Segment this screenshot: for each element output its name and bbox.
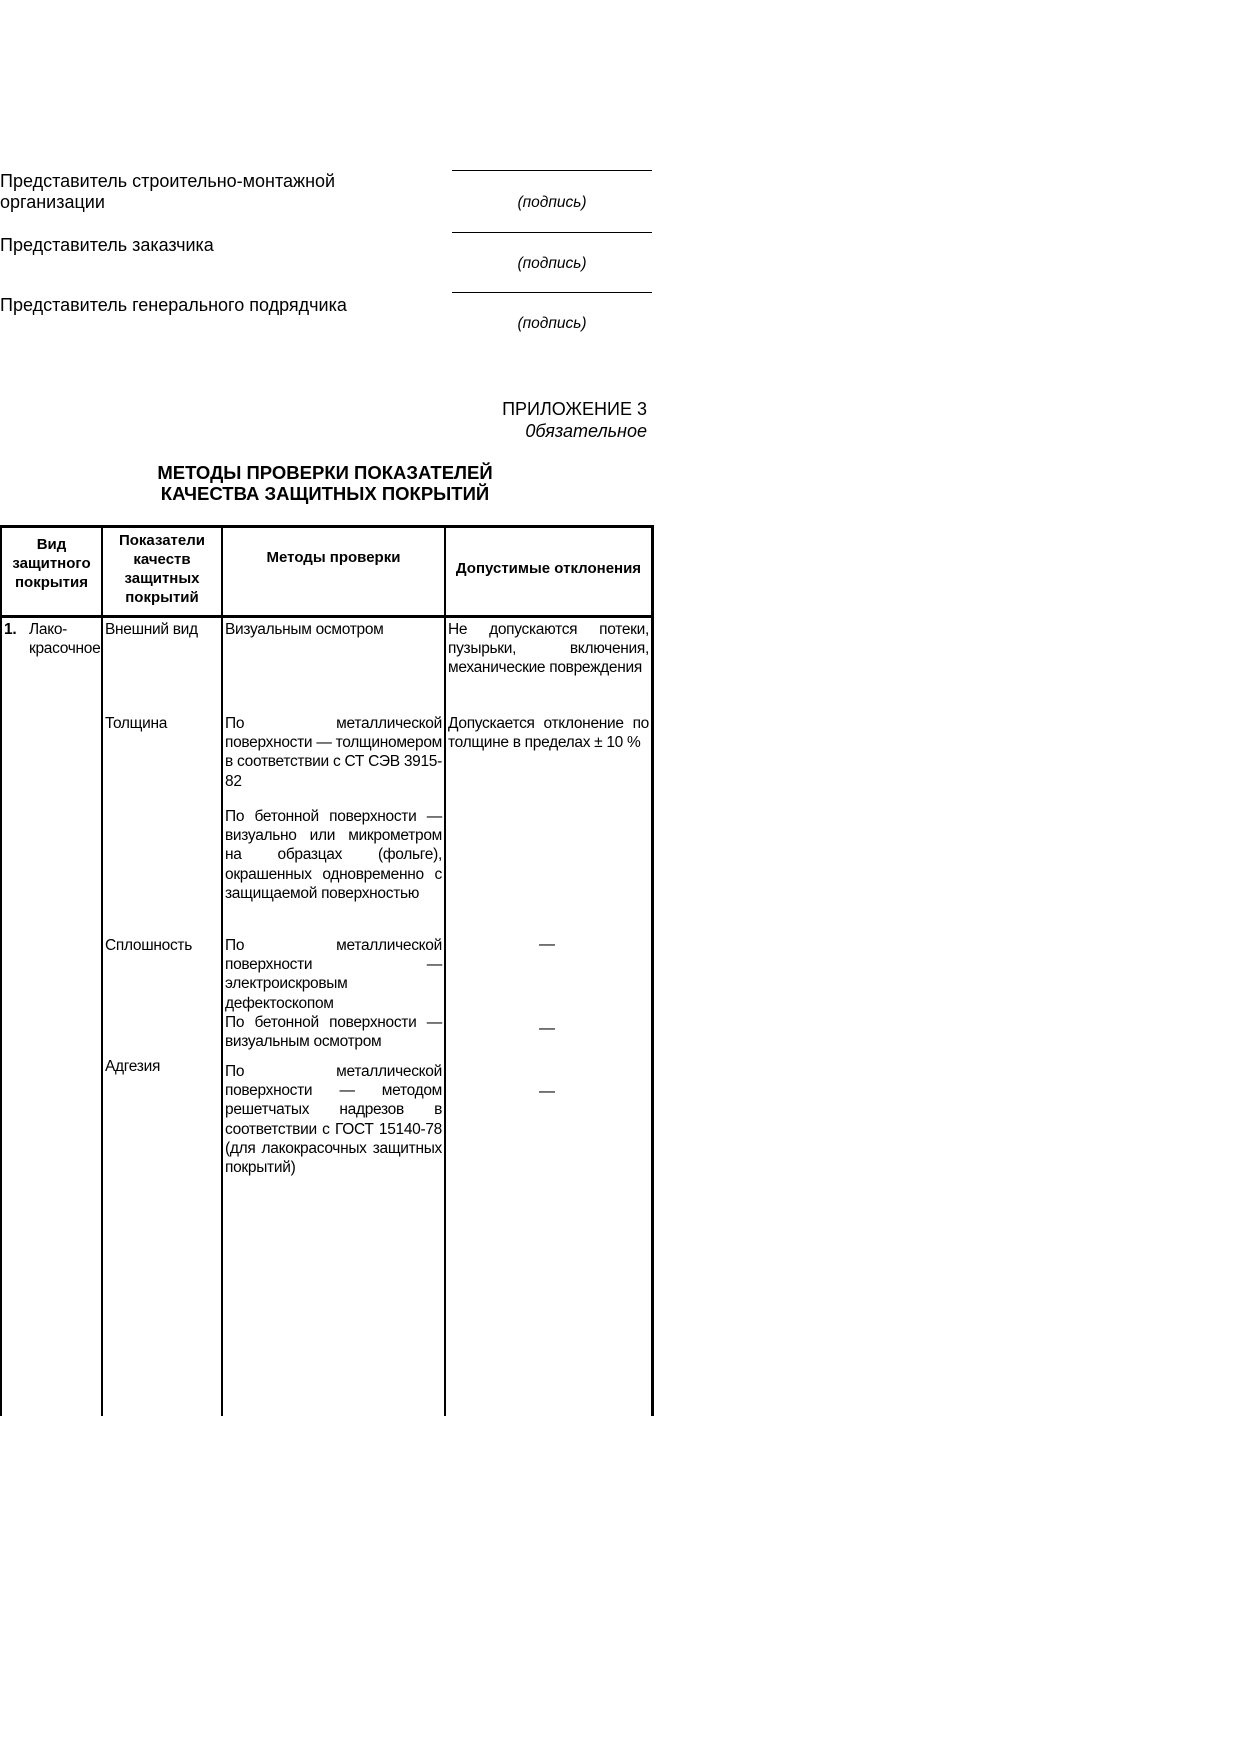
table-column-divider xyxy=(444,525,446,1416)
coating-type: Лако-красочное xyxy=(29,621,101,658)
indicator-appearance: Внешний вид xyxy=(105,621,198,638)
signature-caption-customer: (подпись) xyxy=(517,255,587,272)
header-allowed-deviations: Допустимые отклонения xyxy=(455,559,642,577)
appendix-title: ПРИЛОЖЕНИЕ 3 xyxy=(502,399,647,419)
coating-type-cell xyxy=(4,620,99,658)
indicator-thickness: Толщина xyxy=(105,715,168,732)
method-continuity-metal: По металлической поверхности — электроискровым дефектоскопом xyxy=(225,937,442,1012)
signature-line-contractor xyxy=(452,170,652,171)
method-thickness-concrete: По бетонной поверхности — визуально или микрометром на образцах (фольге), окрашенных одновременно с защищаемой поверхностью xyxy=(225,808,442,902)
deviation-continuity-metal: — xyxy=(539,936,555,953)
signature-line-customer xyxy=(452,232,652,233)
coating-number: 1. xyxy=(4,621,17,638)
appendix-status: 0бязательное xyxy=(525,421,647,441)
signature-label-contractor: Представитель строительно-монтажной организации xyxy=(0,171,336,212)
method-thickness-metal: По металлической поверхности — толщиномером в соответствии с СТ СЭВ 3915-82 xyxy=(225,715,442,790)
deviation-continuity-concrete: — xyxy=(539,1020,555,1037)
signature-caption-contractor: (подпись) xyxy=(517,194,587,211)
indicator-continuity: Сплошность xyxy=(105,937,192,954)
table-column-divider xyxy=(101,525,103,1416)
header-quality-indicators: Показатели качеств защитных покрытий xyxy=(118,532,205,606)
signature-label-customer: Представитель заказчика xyxy=(0,235,214,255)
document-title: МЕТОДЫ ПРОВЕРКИ ПОКАЗАТЕЛЕЙ КАЧЕСТВА ЗАЩИТНЫХ ПОКРЫТИЙ xyxy=(157,462,493,504)
deviation-thickness: Допускается отклонение по толщине в пределах ± 10 % xyxy=(448,715,649,752)
header-coating-type: Вид защитного покрытия xyxy=(12,535,91,591)
deviation-adhesion: — xyxy=(539,1083,555,1100)
table-left-border xyxy=(0,525,2,1416)
table-right-border xyxy=(651,525,654,1416)
header-check-methods: Методы проверки xyxy=(266,548,401,566)
quality-check-table xyxy=(0,525,654,1416)
deviation-appearance: Не допускаются потеки, пузырьки, включения, механические повреждения xyxy=(448,621,649,677)
method-continuity-concrete: По бетонной поверхности — визуальным осмотром xyxy=(225,1014,442,1051)
method-adhesion: По металлической поверхности — методом решетчатых надрезов в соответствии с ГОСТ 15140-78 (для лакокрасочных защитных покрытий) xyxy=(225,1063,442,1177)
table-column-divider xyxy=(221,525,223,1416)
signature-line-general-contractor xyxy=(452,292,652,293)
table-header-border xyxy=(0,615,654,618)
indicator-adhesion: Адгезия xyxy=(105,1058,161,1075)
signature-label-general-contractor: Представитель генерального подрядчика xyxy=(0,295,347,315)
method-appearance: Визуальным осмотром xyxy=(225,621,384,638)
signature-caption-general-contractor: (подпись) xyxy=(517,315,587,332)
